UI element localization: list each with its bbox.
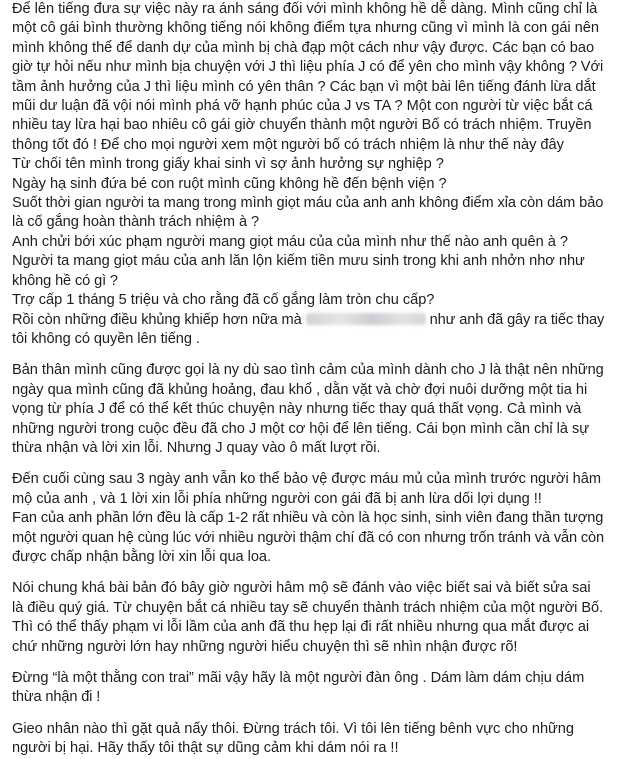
paragraph-3 [12,470,610,567]
paragraph-6 [12,720,610,759]
text-line: Fan của anh phần lớn đều là cấp 1-2 rất nhiều và còn là học sinh, sinh viên đang thần tượng [12,510,604,527]
text-line: một cô gái bình thường không tiếng nói không điểm tựa nhưng cũng vì mình là con gái nên [12,20,599,37]
text-line: Nói chung khá bài bản đó bây giờ người hâm mộ sẽ đánh vào việc biết sai và biết sửa sai [12,580,591,597]
text-line: Bản thân mình cũng được gọi là ny dù sao tình cảm của mình dành cho J là thật nên những [12,362,604,379]
text-line: tôi không có quyền lên tiếng . [12,330,200,347]
text-before-redaction: Rồi còn những điều khủng khiếp hơn nữa mà [12,311,302,328]
text-line: Người ta mang giọt máu của anh lăn lộn kiếm tiền mưu sinh trong khi anh nhởn nhơ như [12,253,585,270]
text-line: Thì có thể thấy phạm vi lỗi lầm của anh đã thu hẹp lại đi rất nhiều nhưng qua mắt được ai [12,619,590,636]
text-line: tầm ảnh hưởng của J thì liệu mình có yên thân ? Các bạn vì một bài lên tiếng đánh lừa dắt [12,78,596,95]
text-line: là điều quý giá. Từ chuyện bắt cá nhiều tay sẽ chuyển thành trách nhiệm của một người Bố. [12,599,604,616]
text-line: Từ chối tên mình trong giấy khai sinh vì sợ ảnh hưởng sự nghiệp ? [12,156,444,173]
text-line: được chấp nhận bằng lời xin lỗi qua loa. [12,548,271,565]
text-line: không hề có gì ? [12,272,118,289]
text-line: mũi dư luận đã vội nói mình phá vỡ hạnh phúc của J vs TA ? Một con người từ việc bắt cá [12,98,593,115]
text-line: chứ những người lớn hay những người hiểu chuyện thì sẽ nhìn nhận được rõ! [12,638,518,655]
paragraph-2 [12,361,610,458]
text-line: Ngày hạ sinh đứa bé con ruột mình cũng không hề đến bệnh viện ? [12,175,447,192]
text-line: người bị hại. Hãy thấy tôi thật sự dũng cảm khi dám nói ra !! [12,740,399,757]
redacted-text-blur [306,313,426,325]
paragraph-spacer [12,349,610,361]
text-line: Trợ cấp 1 tháng 5 triệu và cho rằng đã cố gắng làm tròn chu cấp? [12,292,435,309]
text-line: thông tốt đó ! Để cho mọi người xem một người bố có trách nhiệm là như thế này đây [12,136,564,153]
paragraph-spacer [12,657,610,669]
text-line: Đừng “là một thằng con trai” mãi vậy hãy là một người đàn ông . Dám làm dám chịu dám [12,670,585,686]
paragraph-1 [12,0,610,349]
paragraph-spacer [12,458,610,470]
paragraph-5 [12,669,610,708]
text-after-redaction: như anh đã gây ra tiếc thay [429,311,605,328]
text-line: ngày qua mình cũng đã khủng hoảng, đau khổ , dằn vặt và chờ đợi nuôi dưỡng một tia hi [12,381,588,398]
text-line: thừa nhận và lời xin lỗi. Nhưng J quay vào ô mất lượt rồi. [12,439,381,456]
text-line: mộ của anh , và 1 lời xin lỗi phía những người con gái đã bị anh lừa dối lợi dụng !! [12,490,542,507]
text-line: Gieo nhân nào thì gặt quả nấy thôi. Đừng trách tôi. Vì tôi lên tiếng bênh vực cho những [12,720,574,737]
paragraph-spacer [12,567,610,579]
paragraph-spacer [12,708,610,720]
paragraph-4 [12,579,610,657]
text-line: thừa nhận đi ! [12,689,101,706]
text-line-redacted [12,311,610,330]
text-line: giờ tự hỏi nếu như mình bịa chuyện với J thì liệu phía J có để yên cho mình vậy không ? Với [12,59,604,76]
text-line: Anh chửi bới xúc phạm người mang giọt máu của của mình như thế nào anh quên à ? [12,233,568,250]
text-line: là cố gắng hoàn thành trách nhiệm à ? [12,214,260,231]
text-line: Suốt thời gian người ta mang trong mình giọt máu của anh anh không điểm xỉa còn dám bảo [12,195,604,212]
text-line: những người trong cuộc đều đã cho J một cơ hội để lên tiếng. Cái bọn mình cần chỉ là sự [12,420,590,437]
text-line: Đến cuối cùng sau 3 ngày anh vẫn ko thể bảo vệ được máu mủ của mình trước người hâm [12,471,602,488]
text-line: Để lên tiếng đưa sự việc này ra ánh sáng đối với mình không hề dễ dàng. Mình cũng chỉ là [12,1,598,17]
text-line: mình không thể để danh dự của mình bị chà đạp một cách như vậy được. Các bạn có bao [12,39,595,56]
text-line: nhiều tay lừa hại bao nhiêu cô gái giờ chuyển thành một người Bố có trách nhiệm. Truyền [12,117,592,134]
text-line: một người quan hệ cùng lúc với nhiều người thậm chí đã có con nhưng trốn tránh và vẫn còn [12,529,605,546]
text-line: vọng từ phía J để có thể kết thúc chuyện này nhưng tiếc thay quá thất vọng. Cả mình và [12,401,582,418]
